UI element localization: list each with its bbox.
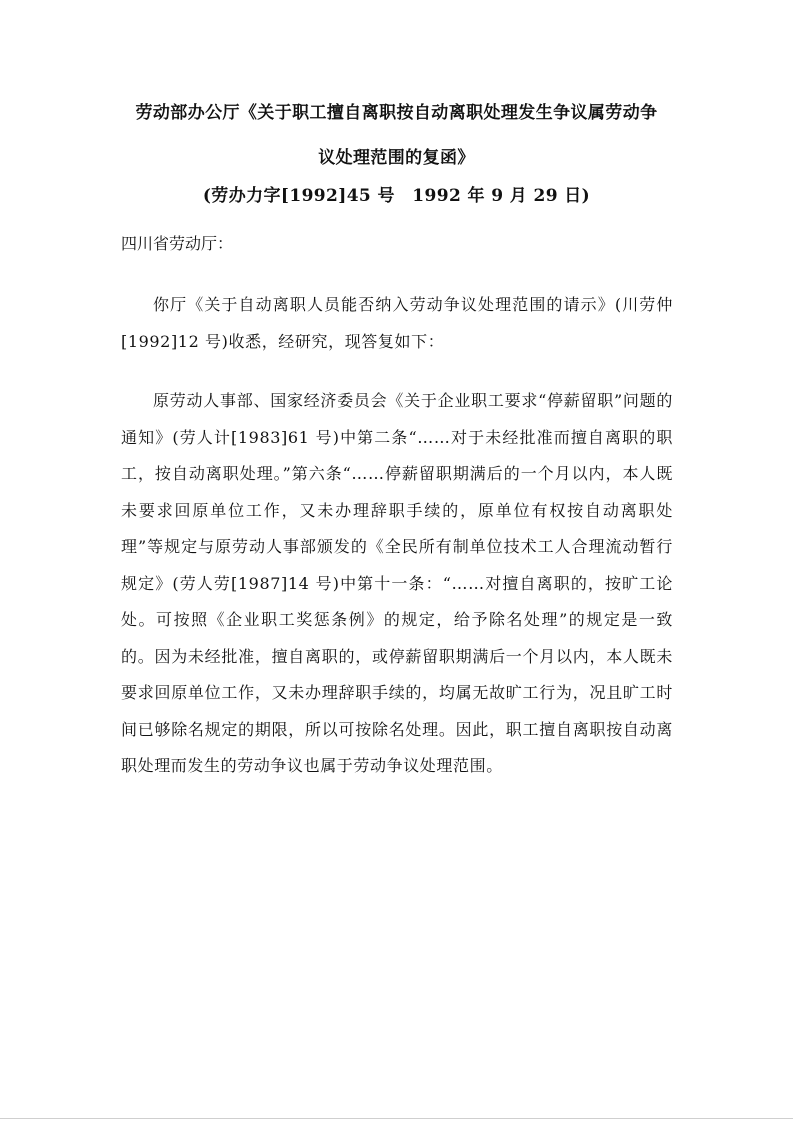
paragraph-1: 你厅《关于自动离职人员能否纳入劳动争议处理范围的请示》(川劳仲[1992]12 号)收悉，经研究，现答复如下： [121, 295, 673, 351]
page-bottom-divider [0, 1118, 793, 1119]
salutation: 四川省劳动厅： [121, 234, 234, 253]
paragraph-2: 原劳动人事部、国家经济委员会《关于企业职工要求“停薪留职”问题的通知》(劳人计[1983]61 号)中第二条“……对于未经批准而擅自离职的职工，按自动离职处理。”第六条“……停薪留职期满后的一个月以内，本人既未要求回原单位工作，又未办理辞职手续的，原单位有权按自动离职处理”等规定与原劳动人事部颁发的《全民所有制单位技术工人合理流动暂行规定》(劳人劳[1987]14 号)中第十一条：“……对擅自离职的，按旷工论处。可按照《企业职工奖惩条例》的规定，给予除名处理”的规定是一致的。因为未经批准，擅自离职的，或停薪留职期满后一个月以内，本人既未要求回原单位工作，又未办理辞职手续的，均属无故旷工行为，况且旷工时间已够除名规定的期限，所以可按除名处理。因此，职工擅自离职按自动离职处理而发生的劳动争议也属于劳动争议处理范围。 [121, 391, 673, 775]
document-title-line-2: 议处理范围的复函》 [318, 148, 475, 168]
document-title-line-1: 劳动部办公厅《关于职工擅自离职按自动离职处理发生争议属劳动争 [135, 103, 658, 123]
document-reference-line: (劳办力字[1992]45 号 1992 年 9 月 29 日) [202, 186, 591, 206]
